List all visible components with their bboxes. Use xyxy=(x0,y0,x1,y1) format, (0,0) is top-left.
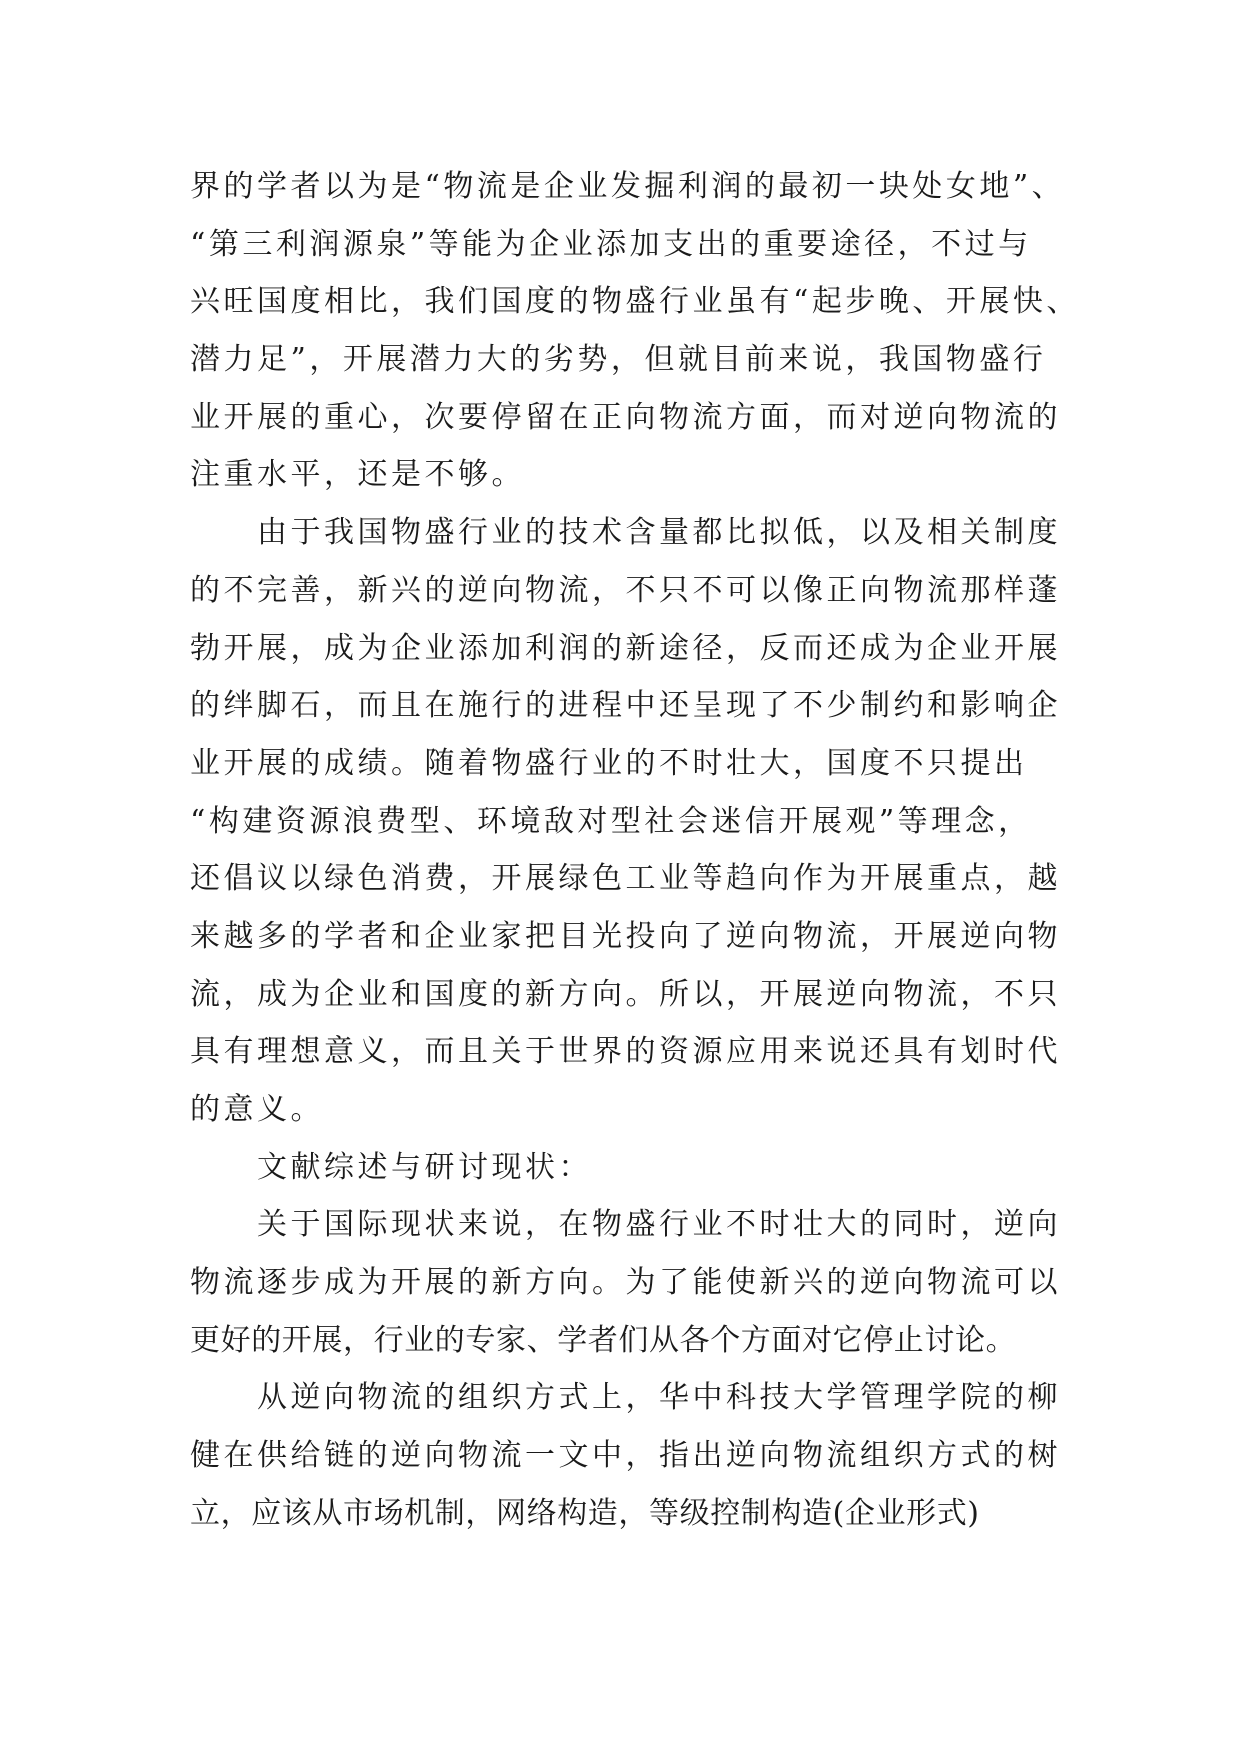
text-line: 健在供给链的逆向物流一文中，指出逆向物流组织方式的树 xyxy=(190,1438,1061,1474)
section-heading: 文献综述与研讨现状： xyxy=(190,1149,592,1185)
text-line: 业开展的重心，次要停留在正向物流方面，而对逆向物流的 xyxy=(190,399,1061,435)
text-line: “第三利润源泉”等能为企业添加支出的重要途径，不过与 xyxy=(190,226,1032,262)
text-line: 流，成为企业和国度的新方向。所以，开展逆向物流，不只 xyxy=(190,976,1061,1012)
text-line: 物流逐步成为开展的新方向。为了能使新兴的逆向物流可以 xyxy=(190,1265,1061,1301)
text-line: 从逆向物流的组织方式上，华中科技大学管理学院的柳 xyxy=(190,1380,1061,1416)
text-line: 的不完善，新兴的逆向物流，不只不可以像正向物流那样蓬 xyxy=(190,572,1061,608)
text-line: 界的学者以为是“物流是企业发掘利润的最初一块处女地”、 xyxy=(190,169,1066,204)
text-line: 潜力足”，开展潜力大的劣势，但就目前来说，我国物盛行 xyxy=(190,342,1047,378)
body-text xyxy=(190,158,1080,1543)
text-line: 关于国际现状来说，在物盛行业不时壮大的同时，逆向 xyxy=(190,1207,1061,1243)
text-line: 来越多的学者和企业家把目光投向了逆向物流，开展逆向物 xyxy=(190,918,1061,954)
text-line: 注重水平，还是不够。 xyxy=(190,457,525,493)
text-line: 更好的开展，行业的专家、学者们从各个方面对它停止讨论。 xyxy=(190,1322,1017,1358)
text-line: 兴旺国度相比，我们国度的物盛行业虽有“起步晚、开展快、 xyxy=(190,284,1080,320)
text-line: 勃开展，成为企业添加利润的新途径，反而还成为企业开展 xyxy=(190,630,1061,666)
text-line: 具有理想意义，而且关于世界的资源应用来说还具有划时代 xyxy=(190,1034,1061,1070)
text-line: 的绊脚石，而且在施行的进程中还呈现了不少制约和影响企 xyxy=(190,688,1061,724)
text-line: 还倡议以绿色消费，开展绿色工业等趋向作为开展重点，越 xyxy=(190,861,1061,897)
text-line: 由于我国物盛行业的技术含量都比拟低，以及相关制度 xyxy=(190,515,1061,551)
text-line: 的意义。 xyxy=(190,1092,324,1127)
text-line: 业开展的成绩。随着物盛行业的不时壮大，国度不只提出 xyxy=(190,745,1028,781)
text-line: “构建资源浪费型、环境敌对型社会迷信开展观”等理念， xyxy=(190,803,1032,839)
text-line: 立，应该从市场机制，网络构造，等级控制构造(企业形式) xyxy=(190,1495,980,1531)
